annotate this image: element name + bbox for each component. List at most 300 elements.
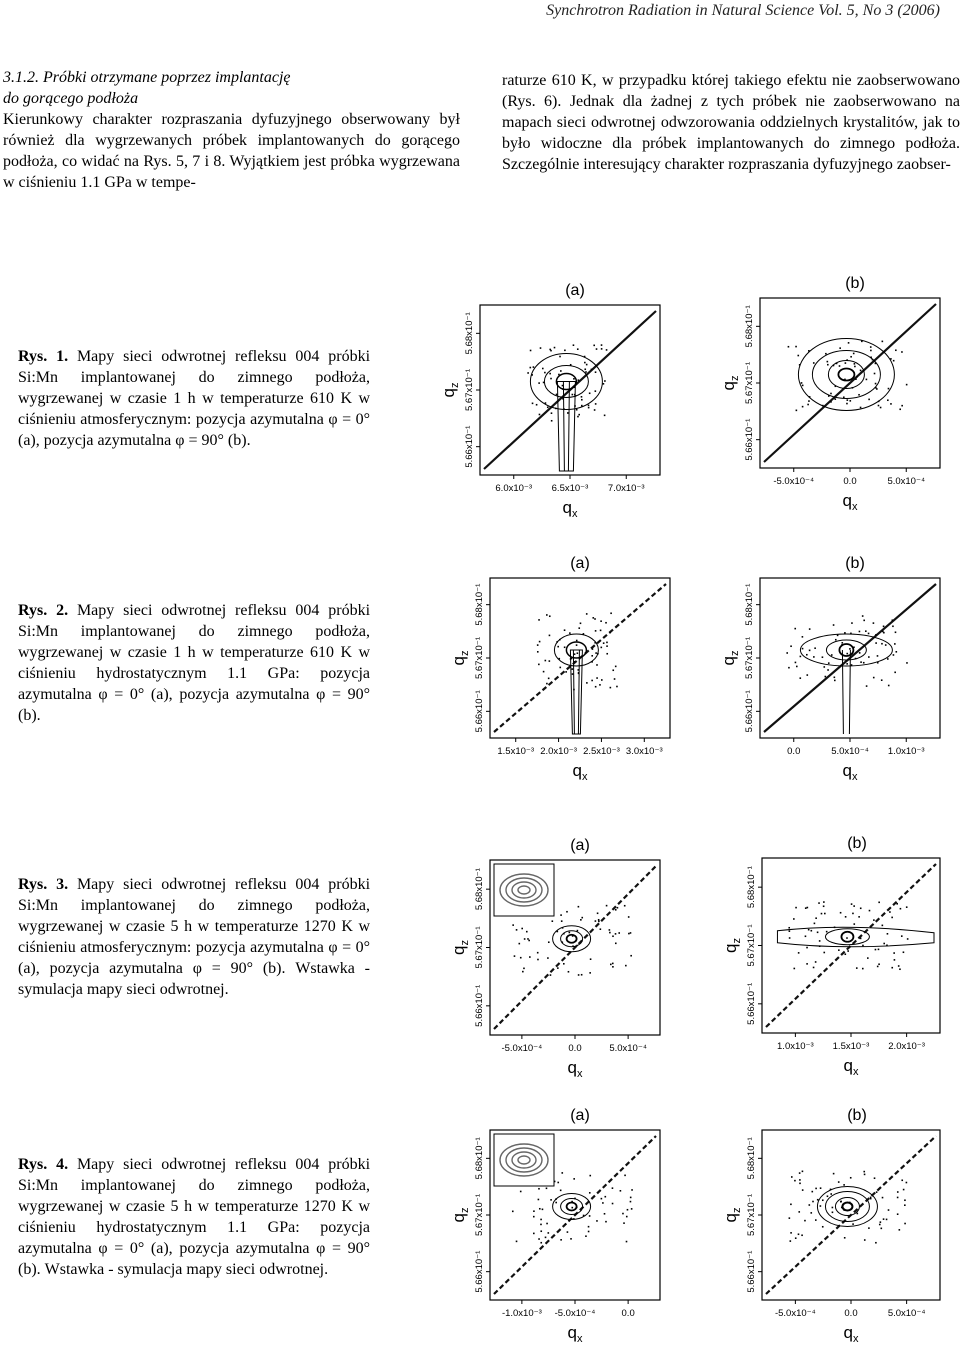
noise-dot bbox=[569, 632, 571, 634]
noise-dot bbox=[893, 952, 895, 954]
y-tick-label: 5.67x10⁻¹ bbox=[746, 924, 757, 967]
noise-dot bbox=[562, 385, 564, 387]
y-tick-label: 5.66x10⁻¹ bbox=[746, 1250, 757, 1293]
noise-dot bbox=[605, 622, 607, 624]
y-axis-label: $q_z$ bbox=[449, 940, 471, 955]
x-tick-label: 5.0x10⁻⁴ bbox=[887, 1308, 926, 1319]
x-tick-label: 2.5x10⁻³ bbox=[583, 746, 620, 757]
noise-dot bbox=[630, 1197, 632, 1199]
noise-dot bbox=[833, 365, 835, 367]
noise-dot bbox=[558, 658, 560, 660]
noise-dot bbox=[566, 911, 568, 913]
noise-dot bbox=[573, 378, 575, 380]
noise-dot bbox=[585, 371, 587, 373]
noise-dot bbox=[562, 927, 564, 929]
noise-dot bbox=[600, 647, 602, 649]
noise-dot bbox=[612, 966, 614, 968]
noise-dot bbox=[537, 651, 539, 653]
noise-dot bbox=[846, 663, 848, 665]
noise-dot bbox=[576, 945, 578, 947]
x-axis-label: $q_x$ bbox=[567, 1058, 583, 1080]
noise-dot bbox=[827, 361, 829, 363]
noise-dot bbox=[537, 959, 539, 961]
noise-dot bbox=[860, 370, 862, 372]
noise-dot bbox=[588, 407, 590, 409]
noise-dot bbox=[626, 1216, 628, 1218]
noise-dot bbox=[883, 943, 885, 945]
noise-dot bbox=[595, 390, 597, 392]
noise-dot bbox=[581, 399, 583, 401]
noise-dot bbox=[800, 656, 802, 658]
noise-dot bbox=[906, 662, 908, 664]
noise-dot bbox=[545, 1237, 547, 1239]
noise-dot bbox=[843, 396, 845, 398]
noise-dot bbox=[530, 367, 532, 369]
noise-dot bbox=[790, 645, 792, 647]
noise-dot bbox=[822, 1226, 824, 1228]
noise-dot bbox=[584, 368, 586, 370]
noise-dot bbox=[565, 671, 567, 673]
noise-dot bbox=[833, 1173, 835, 1175]
noise-dot bbox=[574, 653, 576, 655]
noise-dot bbox=[539, 414, 541, 416]
noise-dot bbox=[548, 1232, 550, 1234]
noise-dot bbox=[855, 658, 857, 660]
noise-dot bbox=[568, 1220, 570, 1222]
noise-dot bbox=[854, 363, 856, 365]
noise-dot bbox=[899, 1229, 901, 1231]
noise-dot bbox=[573, 661, 575, 663]
noise-dot bbox=[802, 385, 804, 387]
noise-dot bbox=[835, 639, 837, 641]
noise-dot bbox=[845, 362, 847, 364]
map-svg bbox=[449, 837, 666, 1083]
noise-dot bbox=[596, 664, 598, 666]
noise-dot bbox=[533, 1216, 535, 1218]
noise-dot bbox=[817, 1199, 819, 1201]
peak-contour bbox=[839, 644, 853, 656]
noise-dot bbox=[630, 955, 632, 957]
noise-dot bbox=[549, 373, 551, 375]
noise-dot bbox=[546, 1223, 548, 1225]
noise-dot bbox=[574, 386, 576, 388]
noise-dot bbox=[887, 399, 889, 401]
noise-dot bbox=[892, 619, 894, 621]
noise-dot bbox=[606, 653, 608, 655]
noise-dot bbox=[589, 1215, 591, 1217]
diagonal-streak bbox=[766, 864, 936, 1027]
noise-dot bbox=[892, 625, 894, 627]
noise-dot bbox=[612, 963, 614, 965]
noise-dot bbox=[896, 903, 898, 905]
section-title-line1: Próbki otrzymane poprzez implantację bbox=[43, 69, 291, 86]
noise-dot bbox=[875, 634, 877, 636]
noise-dot bbox=[802, 1171, 804, 1173]
noise-dot bbox=[578, 627, 580, 629]
noise-dot bbox=[861, 341, 863, 343]
figure-2-panel-b bbox=[719, 555, 946, 786]
noise-dot bbox=[573, 1218, 575, 1220]
noise-dot bbox=[821, 913, 823, 915]
noise-dot bbox=[530, 350, 532, 352]
noise-dot bbox=[808, 400, 810, 402]
x-axis-subscript: x bbox=[851, 501, 858, 513]
noise-dot bbox=[843, 1209, 845, 1211]
x-tick-label: 0.0 bbox=[843, 476, 857, 487]
figure-1-caption bbox=[18, 346, 370, 451]
noise-dot bbox=[622, 1213, 624, 1215]
noise-dot bbox=[815, 961, 817, 963]
noise-dot bbox=[788, 927, 790, 929]
noise-dot bbox=[900, 908, 902, 910]
noise-dot bbox=[533, 1210, 535, 1212]
noise-dot bbox=[846, 937, 848, 939]
map-svg bbox=[721, 1107, 946, 1348]
noise-dot bbox=[830, 1193, 832, 1195]
noise-dot bbox=[595, 630, 597, 632]
noise-dot bbox=[562, 388, 564, 390]
noise-dot bbox=[898, 965, 900, 967]
x-tick-label: -5.0x10⁻⁴ bbox=[501, 1043, 543, 1054]
noise-dot bbox=[901, 405, 903, 407]
noise-dot bbox=[576, 640, 578, 642]
noise-dot bbox=[564, 646, 566, 648]
y-axis-subscript: z bbox=[729, 650, 741, 657]
noise-dot bbox=[790, 1204, 792, 1206]
noise-dot bbox=[882, 341, 884, 343]
noise-dot bbox=[813, 656, 815, 658]
noise-dot bbox=[888, 388, 890, 390]
noise-dot bbox=[872, 359, 874, 361]
noise-dot bbox=[577, 669, 579, 671]
noise-dot bbox=[593, 345, 595, 347]
noise-dot bbox=[870, 346, 872, 348]
y-axis-label: $q_z$ bbox=[439, 382, 461, 398]
noise-dot bbox=[556, 394, 558, 396]
noise-dot bbox=[841, 642, 843, 644]
noise-dot bbox=[627, 1209, 629, 1211]
x-axis-label: $q_x$ bbox=[567, 1323, 583, 1345]
noise-dot bbox=[820, 1205, 822, 1207]
y-axis-label: $q_z$ bbox=[719, 650, 741, 666]
noise-dot bbox=[532, 403, 534, 405]
noise-dot bbox=[561, 941, 563, 943]
noise-dot bbox=[793, 968, 795, 970]
noise-dot bbox=[547, 406, 549, 408]
figure-4-label: Rys. 4. bbox=[18, 1156, 69, 1173]
noise-dot bbox=[903, 1189, 905, 1191]
noise-dot bbox=[806, 654, 808, 656]
noise-dot bbox=[856, 376, 858, 378]
noise-dot bbox=[584, 356, 586, 358]
noise-dot bbox=[822, 1199, 824, 1201]
y-tick-label: 5.66x10⁻¹ bbox=[744, 418, 755, 461]
noise-dot bbox=[576, 644, 578, 646]
noise-dot bbox=[612, 1187, 614, 1189]
noise-dot bbox=[860, 407, 862, 409]
noise-dot bbox=[846, 403, 848, 405]
panel-tag: (b) bbox=[847, 835, 867, 852]
noise-dot bbox=[854, 366, 856, 368]
noise-dot bbox=[834, 680, 836, 682]
noise-dot bbox=[901, 935, 903, 937]
y-tick-label: 5.66x10⁻¹ bbox=[474, 1250, 485, 1293]
noise-dot bbox=[528, 940, 530, 942]
noise-dot bbox=[825, 353, 827, 355]
noise-dot bbox=[578, 414, 580, 416]
x-tick-label: 1.5x10⁻³ bbox=[832, 1041, 870, 1052]
noise-dot bbox=[830, 1189, 832, 1191]
x-tick-label: 5.0x10⁻⁴ bbox=[831, 746, 869, 757]
noise-dot bbox=[789, 930, 791, 932]
noise-dot bbox=[540, 1242, 542, 1244]
noise-dot bbox=[813, 362, 815, 364]
noise-dot bbox=[538, 1188, 540, 1190]
noise-dot bbox=[868, 633, 870, 635]
noise-dot bbox=[789, 937, 791, 939]
noise-dot bbox=[573, 1178, 575, 1180]
noise-dot bbox=[601, 344, 603, 346]
noise-dot bbox=[595, 403, 597, 405]
noise-dot bbox=[862, 615, 864, 617]
noise-dot bbox=[887, 933, 889, 935]
noise-dot bbox=[874, 373, 876, 375]
noise-dot bbox=[855, 378, 857, 380]
noise-dot bbox=[604, 380, 606, 382]
noise-dot bbox=[518, 943, 520, 945]
map-contours bbox=[764, 304, 936, 462]
noise-dot bbox=[822, 656, 824, 658]
noise-dot bbox=[596, 348, 598, 350]
noise-dot bbox=[847, 950, 849, 952]
noise-dot bbox=[840, 1201, 842, 1203]
noise-dot bbox=[838, 949, 840, 951]
noise-dot bbox=[543, 382, 545, 384]
figure-4-panel-b bbox=[721, 1107, 946, 1348]
map-svg bbox=[449, 555, 676, 786]
noise-dot bbox=[571, 668, 573, 670]
noise-dot bbox=[523, 968, 525, 970]
noise-dot bbox=[578, 379, 580, 381]
noise-dot bbox=[561, 1172, 563, 1174]
noise-dot bbox=[610, 687, 612, 689]
x-axis-label: $q_x$ bbox=[843, 1323, 859, 1345]
noise-dot bbox=[834, 398, 836, 400]
noise-dot bbox=[802, 406, 804, 408]
noise-dot bbox=[601, 348, 603, 350]
noise-dot bbox=[577, 652, 579, 654]
noise-dot bbox=[832, 1207, 834, 1209]
noise-dot bbox=[605, 1221, 607, 1223]
noise-dot bbox=[522, 971, 524, 973]
y-tick-label: 5.66x10⁻¹ bbox=[746, 982, 757, 1025]
noise-dot bbox=[820, 1187, 822, 1189]
map-contours bbox=[764, 584, 936, 734]
noise-dot bbox=[543, 671, 545, 673]
noise-dot bbox=[890, 403, 892, 405]
noise-dot bbox=[514, 955, 516, 957]
noise-dot bbox=[831, 654, 833, 656]
noise-dot bbox=[886, 1219, 888, 1221]
noise-dot bbox=[549, 660, 551, 662]
figure-2-caption-text: Mapy sieci odwrotnej refleksu 004 próbki Si:Mn implantowanej do zimnego podłoża, wygrzewanej w czasie 1 h w temperaturze 610 K w ciśnieniu hydrostatycznym 1.1 GPa: pozycja azymutalna φ = 0° (a), pozycja azymutalna φ = 90° (b). bbox=[18, 602, 371, 724]
noise-dot bbox=[586, 364, 588, 366]
noise-dot bbox=[850, 1177, 852, 1179]
noise-dot bbox=[624, 905, 626, 907]
noise-dot bbox=[795, 662, 797, 664]
noise-dot bbox=[603, 642, 605, 644]
noise-dot bbox=[610, 612, 612, 614]
x-tick-label: 1.0x10⁻³ bbox=[887, 746, 925, 757]
noise-dot bbox=[891, 917, 893, 919]
y-tick-label: 5.68x10⁻¹ bbox=[744, 583, 755, 626]
noise-dot bbox=[827, 669, 829, 671]
map-contours bbox=[494, 584, 666, 734]
noise-dot bbox=[860, 938, 862, 940]
noise-dot bbox=[853, 646, 855, 648]
noise-dot bbox=[850, 356, 852, 358]
noise-dot bbox=[583, 1215, 585, 1217]
noise-dot bbox=[533, 366, 535, 368]
noise-dot bbox=[569, 932, 571, 934]
noise-dot bbox=[901, 1179, 903, 1181]
noise-dot bbox=[788, 667, 790, 669]
noise-dot bbox=[548, 678, 550, 680]
noise-dot bbox=[823, 666, 825, 668]
noise-dot bbox=[813, 967, 815, 969]
x-tick-label: -1.0x10⁻³ bbox=[501, 1308, 542, 1319]
noise-dot bbox=[904, 1199, 906, 1201]
map-contours bbox=[766, 1136, 936, 1294]
noise-dot bbox=[834, 676, 836, 678]
noise-dot bbox=[595, 652, 597, 654]
x-tick-label: 5.0x10⁻⁴ bbox=[887, 476, 926, 487]
noise-dot bbox=[542, 1209, 544, 1211]
x-tick-label: 0.0 bbox=[787, 746, 801, 757]
noise-dot bbox=[570, 364, 572, 366]
noise-dot bbox=[819, 945, 821, 947]
noise-dot bbox=[809, 1204, 811, 1206]
noise-dot bbox=[863, 620, 865, 622]
noise-dot bbox=[788, 346, 790, 348]
noise-dot bbox=[799, 1172, 801, 1174]
noise-dot bbox=[531, 374, 533, 376]
noise-dot bbox=[847, 399, 849, 401]
noise-dot bbox=[808, 350, 810, 352]
noise-dot bbox=[572, 673, 574, 675]
noise-dot bbox=[585, 1235, 587, 1237]
x-tick-label: 6.5x10⁻³ bbox=[551, 483, 589, 494]
noise-dot bbox=[604, 1196, 606, 1198]
noise-dot bbox=[851, 622, 853, 624]
noise-dot bbox=[616, 686, 618, 688]
noise-dot bbox=[555, 1198, 557, 1200]
noise-dot bbox=[868, 399, 870, 401]
noise-dot bbox=[550, 974, 552, 976]
noise-dot bbox=[832, 1211, 834, 1213]
noise-dot bbox=[809, 650, 811, 652]
noise-dot bbox=[807, 907, 809, 909]
noise-dot bbox=[614, 678, 616, 680]
noise-dot bbox=[890, 358, 892, 360]
noise-dot bbox=[859, 631, 861, 633]
noise-dot bbox=[849, 1202, 851, 1204]
noise-dot bbox=[875, 949, 877, 951]
noise-dot bbox=[557, 646, 559, 648]
x-axis-subscript: x bbox=[581, 771, 588, 783]
noise-dot bbox=[897, 1191, 899, 1193]
noise-dot bbox=[537, 644, 539, 646]
noise-dot bbox=[811, 1191, 813, 1193]
y-tick-label: 5.66x10⁻¹ bbox=[464, 425, 475, 468]
noise-dot bbox=[870, 356, 872, 358]
noise-dot bbox=[538, 382, 540, 384]
noise-dot bbox=[563, 408, 565, 410]
diagonal-streak bbox=[764, 304, 936, 462]
noise-dot bbox=[818, 902, 820, 904]
noise-dot bbox=[577, 930, 579, 932]
noise-dot bbox=[897, 1213, 899, 1215]
noise-dot bbox=[877, 655, 879, 657]
noise-dot bbox=[882, 925, 884, 927]
noise-dot bbox=[809, 396, 811, 398]
y-tick-label: 5.67x10⁻¹ bbox=[744, 637, 755, 679]
noise-dot bbox=[561, 920, 563, 922]
noise-dot bbox=[797, 355, 799, 357]
noise-dot bbox=[588, 1231, 590, 1233]
inset-frame bbox=[494, 864, 554, 916]
noise-dot bbox=[815, 1188, 817, 1190]
y-tick-label: 5.68x10⁻¹ bbox=[474, 583, 485, 626]
noise-dot bbox=[883, 1218, 885, 1220]
noise-dot bbox=[906, 906, 908, 908]
figure-3-caption bbox=[18, 874, 370, 1000]
noise-dot bbox=[557, 1182, 559, 1184]
noise-dot bbox=[876, 1191, 878, 1193]
peak-contour-outer2 bbox=[817, 1187, 877, 1227]
noise-dot bbox=[851, 664, 853, 666]
noise-dot bbox=[598, 919, 600, 921]
noise-dot bbox=[610, 964, 612, 966]
noise-dot bbox=[809, 628, 811, 630]
noise-dot bbox=[873, 677, 875, 679]
noise-dot bbox=[838, 1181, 840, 1183]
noise-dot bbox=[630, 1201, 632, 1203]
noise-dot bbox=[600, 620, 602, 622]
figure-3-panel-a bbox=[449, 837, 666, 1083]
noise-dot bbox=[562, 398, 564, 400]
noise-dot bbox=[789, 1217, 791, 1219]
noise-dot bbox=[558, 374, 560, 376]
y-axis-label: $q_z$ bbox=[719, 375, 741, 391]
noise-dot bbox=[827, 1195, 829, 1197]
noise-dot bbox=[516, 929, 518, 931]
noise-dot bbox=[856, 967, 858, 969]
noise-dot bbox=[830, 393, 832, 395]
noise-dot bbox=[885, 644, 887, 646]
y-axis-subscript: z bbox=[731, 1207, 743, 1214]
noise-dot bbox=[899, 408, 901, 410]
y-tick-label: 5.67x10⁻¹ bbox=[474, 1194, 485, 1236]
noise-dot bbox=[589, 972, 591, 974]
map-svg bbox=[721, 835, 946, 1081]
noise-dot bbox=[578, 906, 580, 908]
noise-dot bbox=[572, 394, 574, 396]
noise-dot bbox=[560, 1190, 562, 1192]
figure-4-caption bbox=[18, 1154, 370, 1280]
noise-dot bbox=[591, 369, 593, 371]
noise-dot bbox=[537, 952, 539, 954]
